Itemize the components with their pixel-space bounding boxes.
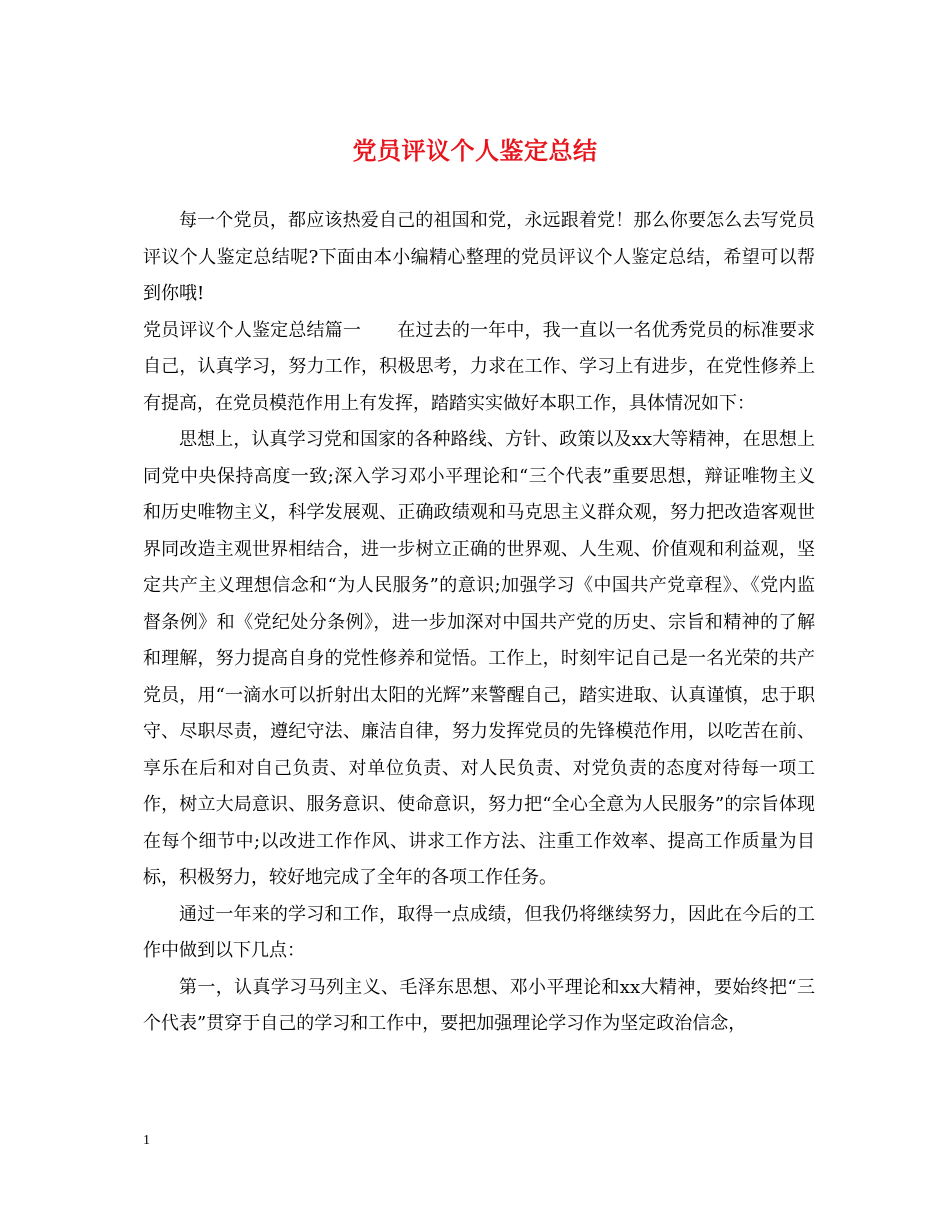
first-point-paragraph: 第一，认真学习马列主义、毛泽东思想、邓小平理论和xx大精神，要始终把“三个代表”贯穿于自己的学习和工作中，要把加强理论学习作为坚定政治信念， (143, 976, 815, 1034)
intro-paragraph: 每一个党员，都应该热爱自己的祖国和党，永远跟着党！那么你要怎么去写党员评议个人鉴定总结呢?下面由本小编精心整理的党员评议个人鉴定总结，希望可以帮到你哦! (143, 210, 815, 304)
ideology-work-paragraph: 思想上，认真学习党和国家的各种路线、方针、政策以及xx大等精神，在思想上同党中央保持高度一致;深入学习邓小平理论和“三个代表”重要思想，辩证唯物主义和历史唯物主义，科学发展观、正确政绩观和马克思主义群众观，努力把改造客观世界同改造主观世界相结合，进一步树立正确的世界观、人生观、价值观和利益观，坚定共产主义理想信念和“为人民服务”的意识;加强学习《中国共产党章程》、《党内监督条例》和《党纪处分条例》，进一步加深对中国共产党的历史、宗旨和精神的了解和理解，努力提高自身的党性修养和觉悟。工作上，时刻牢记自己是一名光荣的共产党员，用“一滴水可以折射出太阳的光辉”来警醒自己，踏实进取、认真谨慎，忠于职守、尽职尽责，遵纪守法、廉洁自律，努力发挥党员的先锋模范作用，以吃苦在前、享乐在后和对自己负责、对单位负责、对人民负责、对党负责的态度对待每一项工作，树立大局意识、服务意识、使命意识，努力把“全心全意为人民服务”的宗旨体现在每个细节中;以改进工作作风、讲求工作方法、注重工作效率、提高工作质量为目标，积极努力，较好地完成了全年的各项工作任务。 (143, 429, 815, 888)
summary-paragraph: 通过一年来的学习和工作，取得一点成绩，但我仍将继续努力，因此在今后的工作中做到以下几点： (143, 903, 815, 961)
section-one-paragraph: 党员评议个人鉴定总结篇一 在过去的一年中，我一直以一名优秀党员的标准要求自己，认真学习，努力工作，积极思考，力求在工作、学习上有进步，在党性修养上有提高，在党员模范作用上有发挥，踏踏实实做好本职工作，具体情况如下： (143, 319, 815, 414)
page-title: 党员评议个人鉴定总结 (352, 136, 598, 165)
document-body (143, 203, 815, 1043)
page-number: 1 (143, 1133, 150, 1148)
